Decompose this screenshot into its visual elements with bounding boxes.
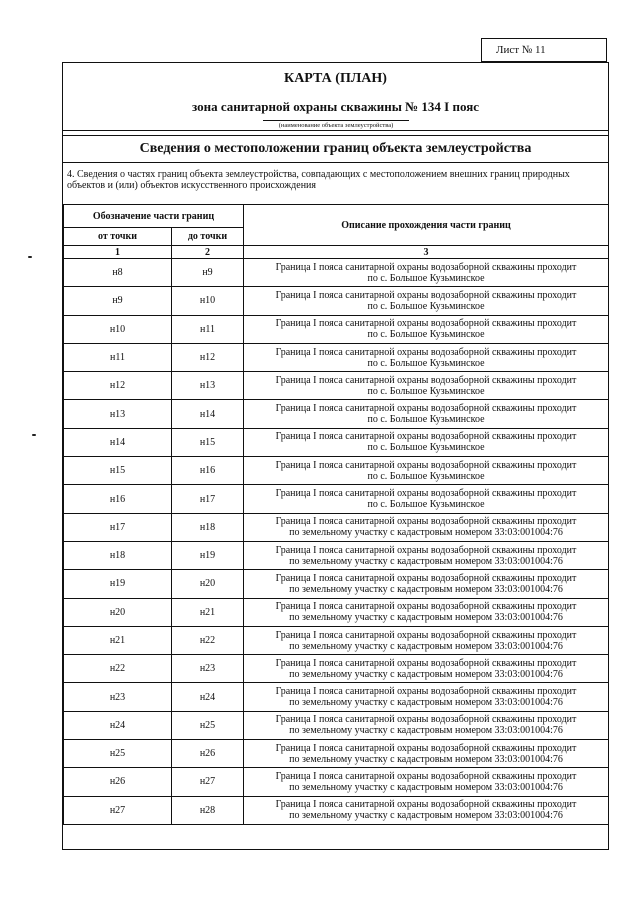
to-point-cell: н28 bbox=[172, 796, 244, 824]
header-boundary-designation: Обозначение части границ bbox=[64, 205, 244, 228]
from-point-cell: н11 bbox=[64, 343, 172, 371]
table-row bbox=[64, 796, 609, 824]
description-cell bbox=[244, 485, 609, 513]
description-line: Граница I пояса санитарной охраны водозаборной скважины проходит bbox=[275, 714, 577, 726]
from-point-cell: н14 bbox=[64, 428, 172, 456]
from-point-cell: н21 bbox=[64, 626, 172, 654]
from-point-cell: н12 bbox=[64, 372, 172, 400]
description-line: по земельному участку с кадастровым номером 33:03:001004:76 bbox=[289, 583, 563, 595]
description-line: по земельному участку с кадастровым номером 33:03:001004:76 bbox=[289, 668, 563, 680]
description-cell bbox=[244, 740, 609, 768]
table-row bbox=[64, 768, 609, 796]
from-point-cell: н23 bbox=[64, 683, 172, 711]
description-cell bbox=[244, 372, 609, 400]
description-cell bbox=[244, 598, 609, 626]
description-cell bbox=[244, 541, 609, 569]
description-line: по земельному участку с кадастровым номером 33:03:001004:76 bbox=[289, 753, 563, 765]
to-point-cell: н14 bbox=[172, 400, 244, 428]
description-cell bbox=[244, 457, 609, 485]
description-cell bbox=[244, 683, 609, 711]
table-row bbox=[64, 570, 609, 598]
description-line: Граница I пояса санитарной охраны водозаборной скважины проходит bbox=[275, 544, 577, 556]
description-line: по земельному участку с кадастровым номером 33:03:001004:76 bbox=[289, 697, 563, 709]
description-line: по с. Большое Кузьминское bbox=[367, 499, 485, 511]
description-cell bbox=[244, 626, 609, 654]
description-cell bbox=[244, 315, 609, 343]
description-line: по земельному участку с кадастровым номером 33:03:001004:76 bbox=[289, 640, 563, 652]
description-line: Граница I пояса санитарной охраны водозаборной скважины проходит bbox=[275, 346, 577, 358]
from-point-cell: н26 bbox=[64, 768, 172, 796]
description-line: по с. Большое Кузьминское bbox=[367, 442, 485, 454]
description-line: Граница I пояса санитарной охраны водозаборной скважины проходит bbox=[275, 431, 577, 443]
to-point-cell: н24 bbox=[172, 683, 244, 711]
table-row bbox=[64, 655, 609, 683]
to-point-cell: н13 bbox=[172, 372, 244, 400]
table-row bbox=[64, 315, 609, 343]
object-name: зона санитарной охраны скважины № 134 I пояс bbox=[191, 99, 480, 114]
title-block bbox=[63, 63, 608, 131]
scan-speck bbox=[28, 256, 32, 258]
table-row bbox=[64, 626, 609, 654]
description-line: Граница I пояса санитарной охраны водозаборной скважины проходит bbox=[275, 601, 577, 613]
description-cell bbox=[244, 796, 609, 824]
from-point-cell: н18 bbox=[64, 541, 172, 569]
from-point-cell: н8 bbox=[64, 259, 172, 287]
description-cell bbox=[244, 287, 609, 315]
header-to-point: до точки bbox=[172, 228, 244, 246]
from-point-cell: н22 bbox=[64, 655, 172, 683]
description-line: Граница I пояса санитарной охраны водозаборной скважины проходит bbox=[275, 261, 577, 273]
column-number: 3 bbox=[244, 246, 609, 259]
to-point-cell: н17 bbox=[172, 485, 244, 513]
table-row bbox=[64, 372, 609, 400]
description-line: по с. Большое Кузьминское bbox=[367, 300, 485, 312]
to-point-cell: н9 bbox=[172, 259, 244, 287]
description-line: Граница I пояса санитарной охраны водозаборной скважины проходит bbox=[275, 742, 577, 754]
table-row bbox=[64, 541, 609, 569]
table-row bbox=[64, 400, 609, 428]
description-line: по с. Большое Кузьминское bbox=[367, 357, 485, 369]
section-heading: Сведения о местоположении границ объекта землеустройства bbox=[63, 135, 608, 163]
column-number: 1 bbox=[64, 246, 172, 259]
table-row bbox=[64, 513, 609, 541]
to-point-cell: н15 bbox=[172, 428, 244, 456]
description-line: Граница I пояса санитарной охраны водозаборной скважины проходит bbox=[275, 799, 577, 811]
to-point-cell: н25 bbox=[172, 711, 244, 739]
from-point-cell: н17 bbox=[64, 513, 172, 541]
to-point-cell: н18 bbox=[172, 513, 244, 541]
description-line: по земельному участку с кадастровым номером 33:03:001004:76 bbox=[289, 781, 563, 793]
description-line: Граница I пояса санитарной охраны водозаборной скважины проходит bbox=[275, 459, 577, 471]
from-point-cell: н19 bbox=[64, 570, 172, 598]
description-line: Граница I пояса санитарной охраны водозаборной скважины проходит bbox=[275, 403, 577, 415]
to-point-cell: н20 bbox=[172, 570, 244, 598]
description-line: Граница I пояса санитарной охраны водозаборной скважины проходит bbox=[275, 374, 577, 386]
from-point-cell: н15 bbox=[64, 457, 172, 485]
description-line: Граница I пояса санитарной охраны водозаборной скважины проходит bbox=[275, 572, 577, 584]
section-note: 4. Сведения о частях границ объекта землеустройства, совпадающих с местоположением внешних границ природных объектов и (или) объектов искусственного происхождения bbox=[67, 169, 570, 191]
table-row bbox=[64, 428, 609, 456]
description-line: по с. Большое Кузьминское bbox=[367, 385, 485, 397]
header-description: Описание прохождения части границ bbox=[244, 205, 609, 246]
description-line: по земельному участку с кадастровым номером 33:03:001004:76 bbox=[289, 725, 563, 737]
scan-speck bbox=[32, 434, 36, 436]
table-row bbox=[64, 287, 609, 315]
description-line: по земельному участку с кадастровым номером 33:03:001004:76 bbox=[289, 527, 563, 539]
description-line: Граница I пояса санитарной охраны водозаборной скважины проходит bbox=[275, 629, 577, 641]
to-point-cell: н16 bbox=[172, 457, 244, 485]
sheet-number-label: Лист № 11 bbox=[481, 38, 607, 62]
description-line: по земельному участку с кадастровым номером 33:03:001004:76 bbox=[289, 810, 563, 822]
description-line: Граница I пояса санитарной охраны водозаборной скважины проходит bbox=[275, 318, 577, 330]
description-line: Граница I пояса санитарной охраны водозаборной скважины проходит bbox=[275, 516, 577, 528]
table-row bbox=[64, 711, 609, 739]
to-point-cell: н21 bbox=[172, 598, 244, 626]
from-point-cell: н25 bbox=[64, 740, 172, 768]
to-point-cell: н10 bbox=[172, 287, 244, 315]
description-cell bbox=[244, 655, 609, 683]
to-point-cell: н27 bbox=[172, 768, 244, 796]
to-point-cell: н19 bbox=[172, 541, 244, 569]
table-row bbox=[64, 740, 609, 768]
description-line: по с. Большое Кузьминское bbox=[367, 470, 485, 482]
from-point-cell: н27 bbox=[64, 796, 172, 824]
from-point-cell: н20 bbox=[64, 598, 172, 626]
table-row bbox=[64, 683, 609, 711]
from-point-cell: н10 bbox=[64, 315, 172, 343]
boundaries-table bbox=[63, 204, 609, 825]
description-line: Граница I пояса санитарной охраны водозаборной скважины проходит bbox=[275, 657, 577, 669]
description-line: Граница I пояса санитарной охраны водозаборной скважины проходит bbox=[275, 488, 577, 500]
description-cell bbox=[244, 570, 609, 598]
column-number: 2 bbox=[172, 246, 244, 259]
table-row bbox=[64, 343, 609, 371]
description-line: Граница I пояса санитарной охраны водозаборной скважины проходит bbox=[275, 289, 577, 301]
to-point-cell: н12 bbox=[172, 343, 244, 371]
table-row bbox=[64, 485, 609, 513]
page-frame bbox=[62, 62, 609, 850]
description-line: по земельному участку с кадастровым номером 33:03:001004:76 bbox=[289, 555, 563, 567]
to-point-cell: н11 bbox=[172, 315, 244, 343]
from-point-cell: н13 bbox=[64, 400, 172, 428]
description-line: по земельному участку с кадастровым номером 33:03:001004:76 bbox=[289, 612, 563, 624]
description-cell bbox=[244, 259, 609, 287]
description-line: по с. Большое Кузьминское bbox=[367, 272, 485, 284]
to-point-cell: н26 bbox=[172, 740, 244, 768]
object-name-caption: (наименование объекта землеустройства) bbox=[263, 120, 409, 130]
from-point-cell: н24 bbox=[64, 711, 172, 739]
description-cell bbox=[244, 343, 609, 371]
page-title: КАРТА (ПЛАН) bbox=[284, 71, 387, 86]
description-cell bbox=[244, 428, 609, 456]
to-point-cell: н23 bbox=[172, 655, 244, 683]
from-point-cell: н9 bbox=[64, 287, 172, 315]
description-line: по с. Большое Кузьминское bbox=[367, 329, 485, 341]
to-point-cell: н22 bbox=[172, 626, 244, 654]
description-cell bbox=[244, 711, 609, 739]
description-cell bbox=[244, 513, 609, 541]
from-point-cell: н16 bbox=[64, 485, 172, 513]
description-line: по с. Большое Кузьминское bbox=[367, 414, 485, 426]
description-line: Граница I пояса санитарной охраны водозаборной скважины проходит bbox=[275, 770, 577, 782]
table-row bbox=[64, 598, 609, 626]
table-row bbox=[64, 457, 609, 485]
table-row bbox=[64, 259, 609, 287]
description-line: Граница I пояса санитарной охраны водозаборной скважины проходит bbox=[275, 686, 577, 698]
description-cell bbox=[244, 400, 609, 428]
description-cell bbox=[244, 768, 609, 796]
header-from-point: от точки bbox=[64, 228, 172, 246]
